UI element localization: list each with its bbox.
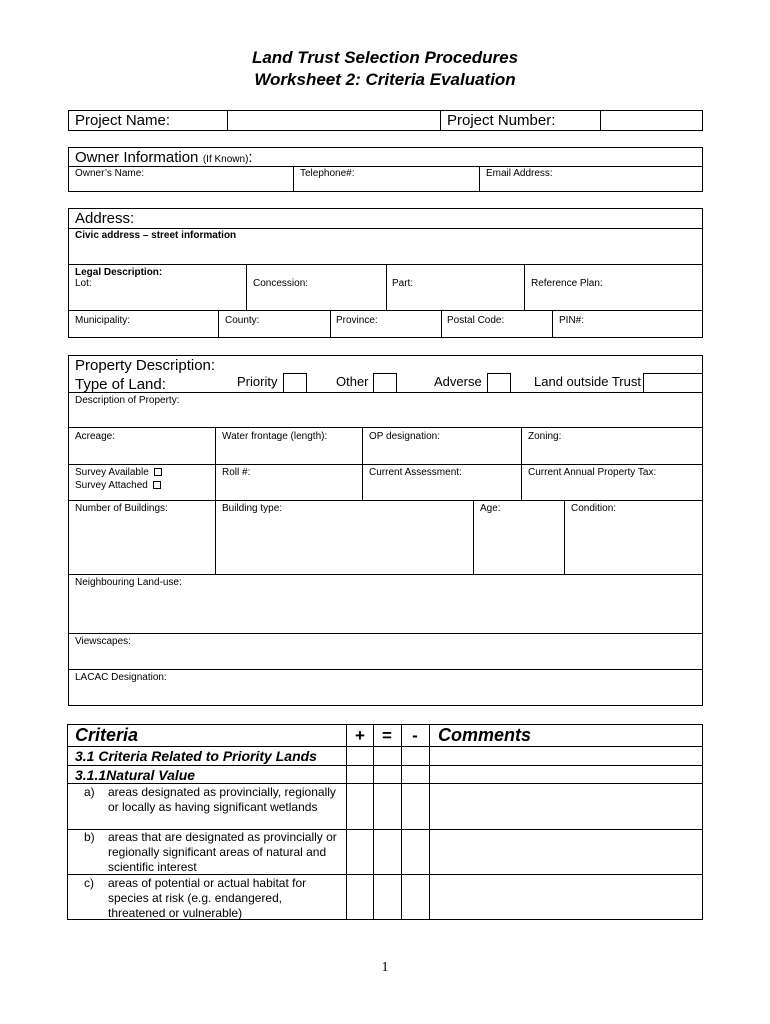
land-outside-trust-label: Land outside Trust — [534, 374, 641, 389]
age-field[interactable] — [475, 516, 562, 572]
county-field[interactable] — [220, 326, 328, 336]
type-of-land-label: Type of Land: — [75, 376, 166, 393]
neighbouring-field[interactable] — [70, 590, 701, 631]
condition-field[interactable] — [566, 516, 701, 572]
page-number: 1 — [381, 960, 389, 975]
zoning-label: Zoning: — [528, 431, 562, 442]
section-heading: 3.1 Criteria Related to Priority Lands — [75, 748, 317, 764]
address-heading: Address: — [75, 210, 135, 227]
province-field[interactable] — [332, 326, 439, 336]
owner-name-field[interactable] — [70, 178, 291, 190]
annual-tax-label: Current Annual Property Tax: — [528, 467, 657, 478]
acreage-field[interactable] — [70, 443, 213, 462]
property-heading: Property Description: — [75, 357, 216, 374]
current-assessment-field[interactable] — [364, 479, 519, 498]
project-number-field[interactable] — [602, 112, 701, 129]
water-frontage-field[interactable] — [217, 443, 360, 462]
buildings-label: Number of Buildings: — [75, 503, 168, 514]
other-checkbox[interactable] — [373, 373, 397, 393]
item-b-plus-cell[interactable] — [347, 830, 373, 873]
criteria-item-a: areas designated as provincially, regionally or locally as having significant wetlands — [108, 785, 336, 814]
other-label: Other — [336, 374, 369, 389]
age-label: Age: — [480, 503, 501, 514]
survey-attached-row[interactable]: Survey Attached — [75, 480, 161, 491]
adverse-checkbox[interactable] — [487, 373, 511, 393]
comments-header: Comments — [438, 725, 532, 745]
annual-tax-field[interactable] — [523, 479, 701, 498]
adverse-label: Adverse — [434, 374, 482, 389]
item-marker: b) — [84, 830, 95, 844]
item-b-equals-cell[interactable] — [374, 830, 400, 873]
survey-available-checkbox[interactable] — [154, 468, 162, 476]
subsection-heading: 3.1.1Natural Value — [75, 767, 196, 783]
project-name-field[interactable] — [229, 112, 438, 129]
criteria-item-b: areas that are designated as provincially or regionally significant areas of natural and scientific interest — [108, 830, 337, 874]
concession-field[interactable] — [248, 290, 384, 308]
county-label: County: — [225, 315, 260, 326]
acreage-label: Acreage: — [75, 431, 116, 442]
criteria-heading: Criteria — [75, 725, 139, 745]
water-frontage-label: Water frontage (length): — [222, 431, 328, 442]
viewscapes-label: Viewscapes: — [75, 636, 131, 647]
item-marker: a) — [84, 785, 95, 799]
priority-label: Priority — [237, 374, 278, 389]
telephone-field[interactable] — [295, 178, 477, 190]
telephone-label: Telephone#: — [300, 168, 355, 179]
op-designation-label: OP designation: — [369, 431, 440, 442]
building-type-label: Building type: — [222, 503, 283, 514]
pin-field[interactable] — [554, 326, 701, 336]
criteria-item-c: areas of potential or actual habitat for species at risk (e.g. endangered, threatened or vulnerable) — [108, 876, 307, 920]
item-b-comments-cell[interactable] — [430, 830, 702, 873]
lot-label: Lot: — [75, 278, 92, 289]
building-type-field[interactable] — [217, 516, 471, 572]
equals-header: = — [382, 726, 392, 745]
email-label: Email Address: — [486, 168, 553, 179]
viewscapes-field[interactable] — [70, 648, 701, 667]
lot-field[interactable] — [70, 290, 244, 308]
postal-code-field[interactable] — [443, 326, 550, 336]
pin-label: PIN#: — [559, 315, 585, 326]
item-b-minus-cell[interactable] — [402, 830, 428, 873]
item-a-plus-cell[interactable] — [347, 784, 373, 828]
civic-address-field[interactable] — [70, 243, 701, 262]
concession-label: Concession: — [253, 278, 309, 289]
priority-checkbox[interactable] — [283, 373, 307, 393]
email-field[interactable] — [481, 178, 701, 190]
minus-header: - — [412, 726, 418, 745]
item-c-equals-cell[interactable] — [374, 875, 400, 919]
buildings-field[interactable] — [70, 516, 213, 572]
project-name-label: Project Name: — [75, 112, 171, 129]
description-field[interactable] — [70, 407, 701, 425]
roll-field[interactable] — [217, 479, 360, 498]
op-designation-field[interactable] — [364, 443, 519, 462]
lacac-field[interactable] — [70, 684, 701, 704]
item-c-comments-cell[interactable] — [430, 875, 702, 919]
item-c-minus-cell[interactable] — [402, 875, 428, 919]
current-assessment-label: Current Assessment: — [369, 467, 462, 478]
page-title: Land Trust Selection Procedures — [251, 48, 519, 67]
neighbouring-label: Neighbouring Land-use: — [75, 577, 182, 588]
item-marker: c) — [84, 876, 94, 890]
survey-available-row[interactable]: Survey Available — [75, 467, 162, 478]
survey-attached-checkbox[interactable] — [153, 481, 161, 489]
legal-description-label: Legal Description: — [75, 267, 163, 278]
lacac-label: LACAC Designation: — [75, 672, 167, 683]
roll-label: Roll #: — [222, 467, 251, 478]
part-label: Part: — [392, 278, 414, 289]
page-subtitle: Worksheet 2: Criteria Evaluation — [254, 70, 516, 89]
municipality-label: Municipality: — [75, 315, 131, 326]
postal-code-label: Postal Code: — [447, 315, 505, 326]
owner-name-label: Owner’s Name: — [75, 168, 145, 179]
condition-label: Condition: — [571, 503, 617, 514]
item-a-minus-cell[interactable] — [402, 784, 428, 828]
land-outside-trust-checkbox[interactable] — [643, 373, 703, 393]
civic-address-label: Civic address – street information — [75, 230, 237, 241]
item-c-plus-cell[interactable] — [347, 875, 373, 919]
owner-heading: Owner Information (If Known): — [75, 149, 253, 166]
reference-plan-label: Reference Plan: — [531, 278, 603, 289]
province-label: Province: — [336, 315, 378, 326]
part-field[interactable] — [388, 290, 522, 308]
item-a-equals-cell[interactable] — [374, 784, 400, 828]
zoning-field[interactable] — [523, 443, 701, 462]
reference-plan-field[interactable] — [526, 290, 701, 308]
municipality-field[interactable] — [70, 326, 216, 336]
description-label: Description of Property: — [75, 395, 180, 406]
item-a-comments-cell[interactable] — [430, 784, 702, 828]
project-number-label: Project Number: — [447, 112, 556, 129]
plus-header: + — [355, 726, 365, 745]
